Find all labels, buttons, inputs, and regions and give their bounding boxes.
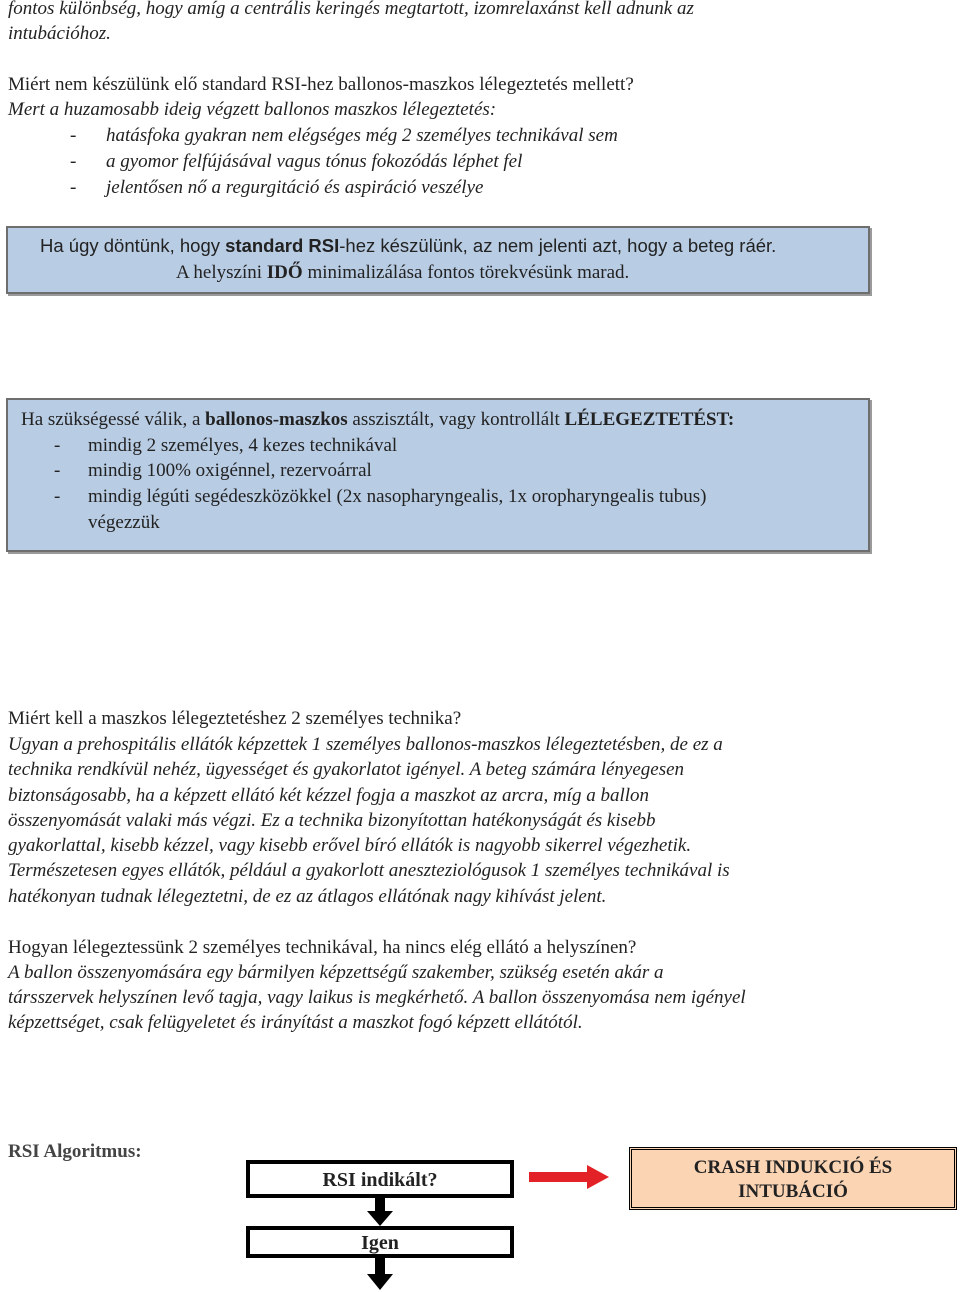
box2-last-line: végezzük (88, 512, 160, 533)
crash-induction-box: CRASH INDUKCIÓ ÉS INTUBÁCIÓ (629, 1147, 957, 1210)
answer-bullet-2: a gyomor felfújásával vagus tónus fokozódás léphet fel (106, 151, 523, 172)
answer-intro: Mert a huzamosabb ideig végzett ballonos maszkos lélegeztetés: (8, 99, 497, 120)
question-two-person: Miért kell a maszkos lélegeztetéshez 2 személyes technika? (8, 708, 462, 729)
section3-line-3: képzettséget, csak felügyeletet és irányítást a maszkot fogó képzett ellátótól. (8, 1012, 583, 1033)
flow-box-rsi-indicated: RSI indikált? (246, 1160, 514, 1198)
section2-line-7: hatékonyan tudnak lélegeztetni, de ez az átlagos ellátónak nagy kihívást jelent. (8, 886, 607, 907)
answer-bullet-3: jelentősen nő a regurgitáció és aspiráció veszélye (106, 177, 484, 198)
section2-line-4: összenyomását valaki más végzi. Ez a technika bizonyítottan hatékonyságát és kisebb (8, 810, 656, 831)
bullet-mark: - (70, 151, 77, 172)
arrow-down-icon (366, 1197, 394, 1227)
box2-bullet-2: mindig 100% oxigénnel, rezervoárral (88, 460, 372, 481)
question-not-enough-staff: Hogyan lélegeztessünk 2 személyes technikával, ha nincs elég ellátó a helyszínen? (8, 937, 637, 958)
box2-bullet-1: mindig 2 személyes, 4 kezes technikával (88, 435, 398, 456)
section2-line-2: technika rendkívül nehéz, ügyességet és gyakorlatot igényel. A beteg számára lényegesen (8, 759, 685, 780)
highlight-box-time (6, 226, 870, 294)
algorithm-title: RSI Algoritmus: (8, 1141, 142, 1162)
section2-line-3: biztonságosabb, ha a képzett ellátó két kézzel fogja a maszkot az arcra, míg a ballon (8, 785, 650, 806)
bullet-mark: - (70, 125, 77, 146)
answer-bullet-1: hatásfoka gyakran nem elégséges még 2 személyes technikával sem (106, 125, 618, 146)
intro-line-1: fontos különbség, hogy amíg a centrális keringés megtartott, izomrelaxánst kell adnunk az (8, 0, 694, 19)
bullet-mark: - (54, 435, 61, 456)
box2-bullet-3: mindig légúti segédeszközökkel (2x nasopharyngealis, 1x oropharyngealis tubus) (88, 486, 707, 507)
highlight-box-ventilation (6, 398, 870, 552)
box1-line-1: Ha úgy döntünk, hogy standard RSI-hez készülünk, az nem jelenti azt, hogy a beteg ráér. (40, 235, 777, 256)
flow-box-yes: Igen (246, 1226, 514, 1258)
bullet-mark: - (70, 177, 77, 198)
intro-line-2: intubációhoz. (8, 23, 111, 44)
question-rsi-ballon: Miért nem készülünk elő standard RSI-hez ballonos-maszkos lélegeztetés mellett? (8, 74, 634, 95)
box2-line-1: Ha szükségessé válik, a ballonos-maszkos asszisztált, vagy kontrollált LÉLEGEZTETÉST: (21, 409, 735, 430)
section3-line-1: A ballon összenyomására egy bármilyen képzettségű szakember, szükség esetén akár a (8, 962, 664, 983)
box1-line-2: A helyszíni IDŐ minimalizálása fontos törekvésünk marad. (176, 262, 630, 283)
arrow-down-icon (366, 1258, 394, 1292)
section2-line-5: gyakorlattal, kisebb kézzel, vagy kisebb erővel bíró ellátók is nagyobb sikerrel végezhetik. (8, 835, 692, 856)
section2-line-1: Ugyan a prehospitális ellátók képzettek 1 személyes ballonos-maszkos lélegeztetésben, de ez a (8, 734, 723, 755)
arrow-right-icon (525, 1162, 613, 1192)
bullet-mark: - (54, 486, 61, 507)
section2-line-6: Természetesen egyes ellátók, például a gyakorlott aneszteziológusok 1 személyes technikával is (8, 860, 730, 881)
section3-line-2: társszervek helyszínen levő tagja, vagy laikus is megkérhető. A ballon összenyomása nem igényel (8, 987, 746, 1008)
bullet-mark: - (54, 460, 61, 481)
